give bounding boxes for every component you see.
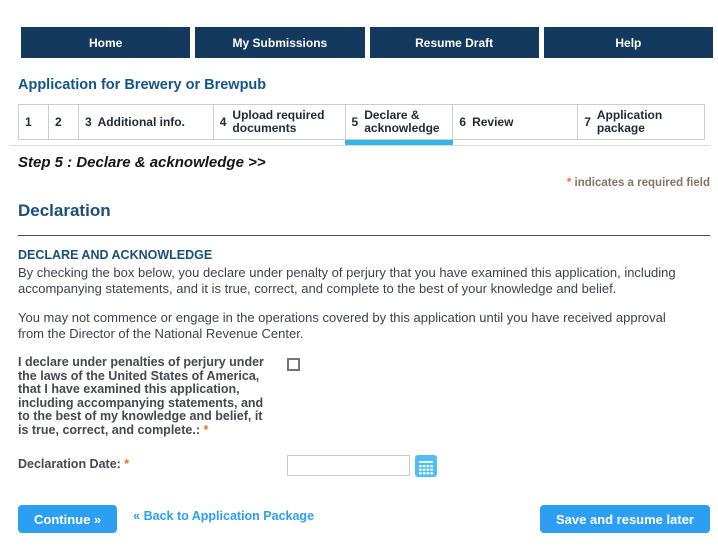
declaration-checkbox[interactable]	[287, 358, 300, 371]
tab-step-7-label: Application package	[596, 108, 663, 135]
declaration-checkbox-label-text: I declare under penalties of perjury under the laws of the United States of America, that I have examined this application, including accompanying statements, and to the best of my knowledge and belief, it is true, correct, and complete.:	[18, 355, 264, 437]
nav-resume-draft-button[interactable]: Resume Draft	[370, 27, 539, 58]
nav-my-submissions-button[interactable]: My Submissions	[195, 27, 364, 58]
save-and-resume-later-button[interactable]: Save and resume later	[540, 505, 710, 533]
tab-step-7-application-package[interactable]	[578, 105, 705, 139]
checkbox-required-asterisk: *	[203, 422, 209, 437]
declaration-checkbox-label	[18, 356, 270, 437]
tab-step-5-number: 5	[351, 115, 359, 129]
tab-step-6-number: 6	[459, 115, 467, 129]
date-required-asterisk: *	[124, 457, 130, 471]
declaration-paragraph-1: By checking the box below, you declare under penalty of perjury that you have examined this application, including accompanying statements, and it is true, correct, and complete to the best of your knowledge and belief.	[18, 265, 676, 296]
tab-step-7-number: 7	[584, 115, 591, 129]
required-field-note	[18, 177, 710, 189]
declaration-date-label	[18, 455, 270, 472]
tab-step-2-number: 2	[54, 115, 62, 129]
declaration-paragraph-2: You may not commence or engage in the operations covered by this application until you have received approval from the Director of the National Revenue Center.	[18, 310, 666, 341]
calendar-icon-glyph	[415, 455, 437, 477]
tab-bar-separator	[10, 145, 710, 146]
tab-step-3-additional-info[interactable]	[79, 105, 214, 139]
required-asterisk: *	[566, 177, 572, 189]
tab-step-3-number: 3	[84, 115, 92, 129]
declare-acknowledge-header: DECLARE AND ACKNOWLEDGE	[18, 248, 213, 262]
footer-actions	[18, 505, 710, 533]
nav-home-button[interactable]: Home	[21, 27, 190, 58]
declaration-date-input[interactable]	[287, 455, 410, 476]
continue-button[interactable]: Continue »	[18, 505, 117, 533]
section-title-declaration: Declaration	[18, 201, 111, 220]
tab-step-4-upload-documents[interactable]	[214, 105, 346, 139]
declaration-checkbox-row	[18, 356, 710, 437]
tab-step-5-label: Declare & acknowledge	[364, 108, 440, 135]
section-divider	[18, 235, 710, 236]
tab-step-1[interactable]	[19, 105, 49, 139]
tab-step-4-number: 4	[219, 115, 227, 129]
step-tab-bar	[18, 104, 705, 140]
tab-step-1-number: 1	[25, 115, 32, 129]
declaration-date-label-text: Declaration Date:	[18, 457, 125, 471]
tab-step-4-label: Upload required documents	[232, 108, 325, 135]
tab-step-6-label: Review	[472, 114, 514, 129]
nav-help-button[interactable]: Help	[544, 27, 713, 58]
calendar-icon[interactable]	[415, 455, 437, 477]
tab-step-6-review[interactable]	[453, 105, 578, 139]
top-navigation	[21, 27, 713, 58]
back-to-application-package-link[interactable]: « Back to Application Package	[133, 509, 315, 523]
required-note-text: indicates a required field	[571, 177, 710, 189]
tab-step-5-declare-acknowledge[interactable]	[346, 105, 454, 139]
tab-step-2[interactable]	[49, 105, 79, 139]
tab-step-3-label: Additional info.	[97, 114, 185, 129]
step-heading: Step 5 : Declare & acknowledge >>	[18, 154, 266, 171]
declaration-date-row	[18, 455, 710, 477]
application-title: Application for Brewery or Brewpub	[18, 77, 267, 93]
